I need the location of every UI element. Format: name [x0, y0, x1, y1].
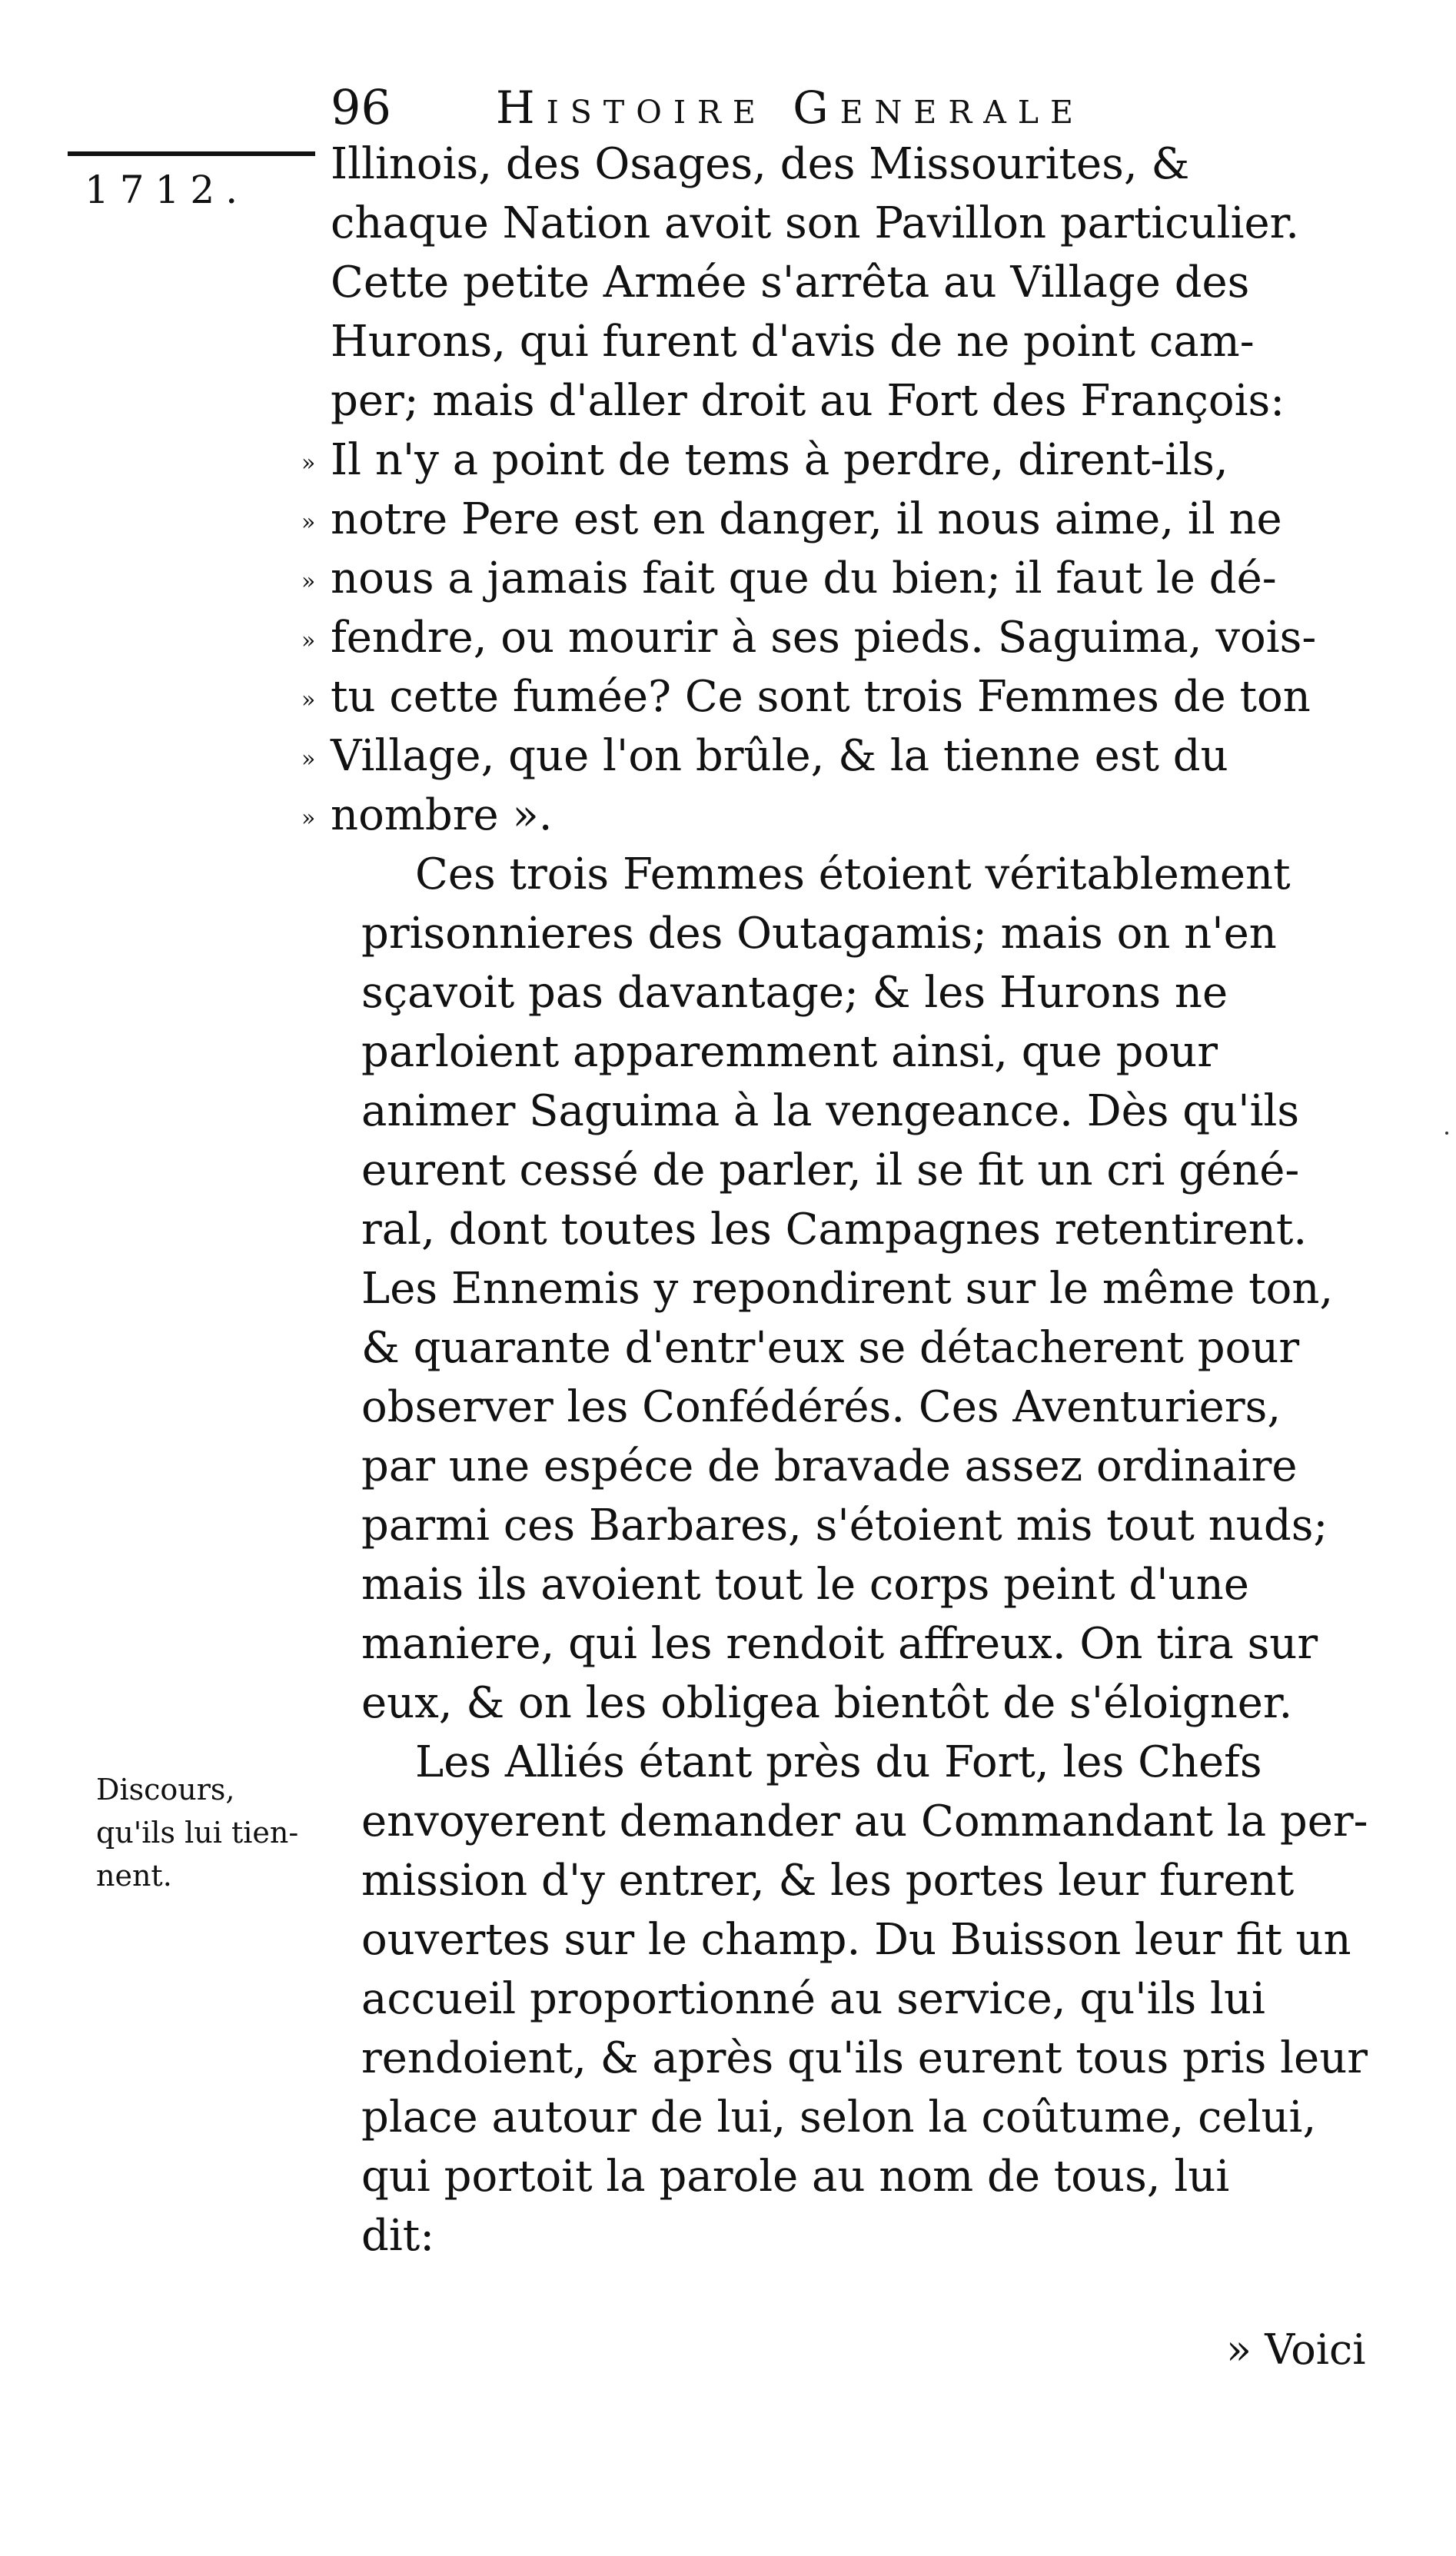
text-line: maniere, qui les rendoit affreux. On tira sur: [361, 1619, 1318, 1669]
margin-rule: [68, 151, 315, 156]
paragraph-first-line: Ces trois Femmes étoient véritablement: [415, 849, 1291, 899]
text-line: Cette petite Armée s'arrêta au Village des: [331, 258, 1250, 307]
quoted-line: » nous a jamais fait que du bien; il faut le dé-: [301, 549, 1407, 608]
text-line: chaque Nation avoit son Pavillon particulier.: [331, 198, 1300, 248]
text-line: ral, dont toutes les Campagnes retentirent.: [361, 1205, 1308, 1255]
quote-mark: »: [301, 568, 316, 595]
margin-note: [96, 1768, 357, 1897]
quote-mark: »: [301, 686, 316, 713]
quote-mark: »: [301, 746, 316, 773]
text-line: & quarante d'entr'eux se détacherent pour: [361, 1323, 1300, 1373]
text-line: parmi ces Barbares, s'étoient mis tout nuds;: [361, 1501, 1328, 1551]
quoted-line: » nombre ».: [301, 786, 1407, 845]
text-line: qui portoit la parole au nom de tous, lui: [361, 2152, 1230, 2202]
body-text: [301, 135, 1407, 2265]
quoted-line: » Village, que l'on brûle, & la tienne est du: [301, 726, 1407, 786]
text-line: envoyerent demander au Commandant la per-: [361, 1797, 1368, 1846]
quote-mark: »: [301, 450, 316, 477]
text-line: ouvertes sur le champ. Du Buisson leur fit un: [361, 1915, 1351, 1965]
quoted-line: » fendre, ou mourir à ses pieds. Saguima, vois-: [301, 608, 1407, 667]
text-line: parloient apparemment ainsi, que pour: [361, 1027, 1218, 1077]
text-line: Illinois, des Osages, des Missourites, &: [331, 139, 1190, 189]
quoted-line: » notre Pere est en danger, il nous aime, il ne: [301, 490, 1407, 549]
text-line: dit:: [361, 2211, 435, 2261]
text-line: Les Ennemis y repondirent sur le même ton,: [361, 1264, 1334, 1314]
margin-note-line: qu'ils lui tien-: [96, 1816, 299, 1850]
catchword: » Voici: [1226, 2325, 1366, 2374]
text-line: sçavoit pas davantage; & les Hurons ne: [361, 968, 1228, 1018]
text-line: observer les Confédérés. Ces Aventuriers,: [361, 1382, 1281, 1432]
text-line: accueil proportionné au service, qu'ils lui: [361, 1974, 1265, 2024]
paragraph-first-line: Les Alliés étant près du Fort, les Chefs: [415, 1737, 1262, 1787]
ink-speck: [1445, 1132, 1448, 1135]
running-head: [331, 77, 1253, 138]
text-line: par une espéce de bravade assez ordinaire: [361, 1441, 1298, 1491]
quoted-line: » Il n'y a point de tems à perdre, dirent-ils,: [301, 430, 1407, 490]
quote-mark: »: [301, 627, 316, 654]
text-line: place autour de lui, selon la coûtume, celui,: [361, 2092, 1317, 2142]
margin-year: 1712.: [85, 168, 249, 212]
margin-note-line: nent.: [96, 1859, 172, 1893]
quote-mark: »: [301, 805, 316, 832]
text-line: prisonnieres des Outagamis; mais on n'en: [361, 909, 1277, 959]
book-title: Histoire Generale: [496, 81, 1085, 134]
text-line: mission d'y entrer, & les portes leur furent: [361, 1856, 1295, 1906]
quoted-line: » tu cette fumée? Ce sont trois Femmes de ton: [301, 667, 1407, 726]
text-line: eurent cessé de parler, il se fit un cri géné-: [361, 1145, 1300, 1195]
text-line: animer Saguima à la vengeance. Dès qu'ils: [361, 1086, 1300, 1136]
text-line: per; mais d'aller droit au Fort des François:: [331, 376, 1285, 426]
margin-note-line: Discours,: [96, 1773, 235, 1806]
quote-mark: »: [301, 509, 316, 536]
page-number: 96: [331, 79, 391, 135]
text-line: Hurons, qui furent d'avis de ne point cam-: [331, 317, 1255, 367]
text-line: rendoient, & après qu'ils eurent tous pris leur: [361, 2033, 1368, 2083]
text-line: mais ils avoient tout le corps peint d'une: [361, 1560, 1249, 1610]
text-line: eux, & on les obligea bientôt de s'éloigner.: [361, 1678, 1293, 1728]
